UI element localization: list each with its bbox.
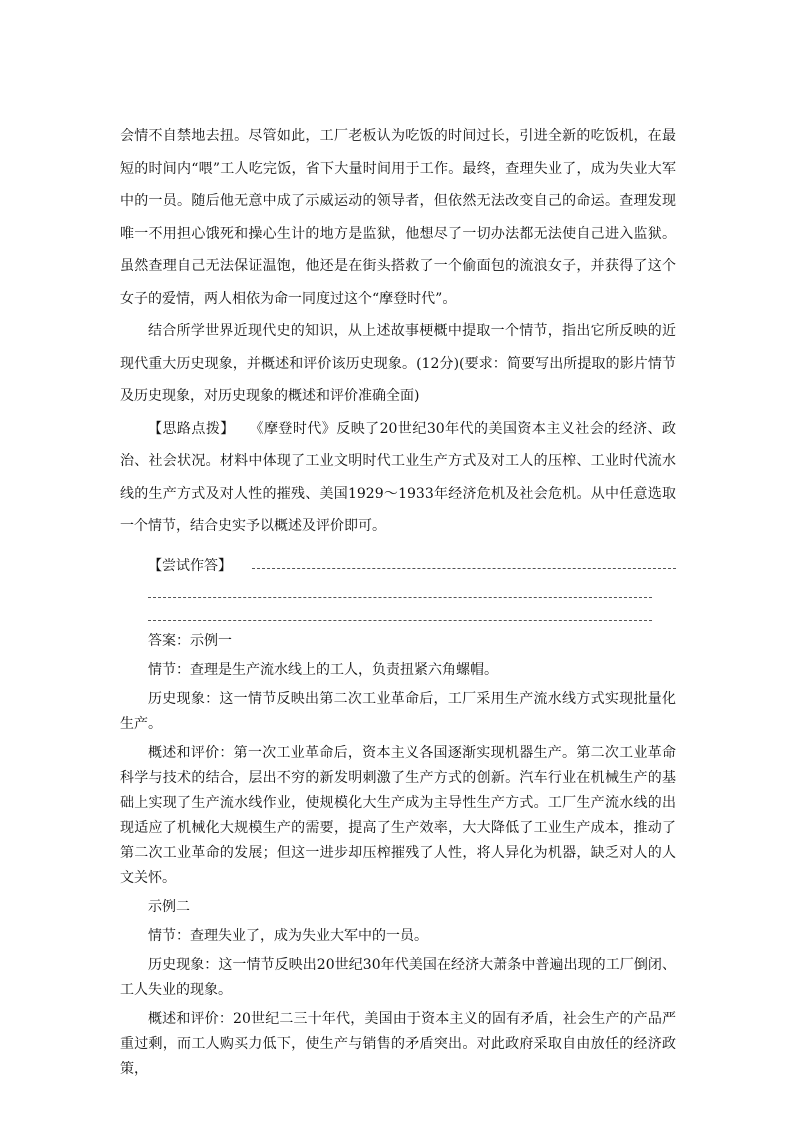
hint-label: 【思路点拨】 <box>148 420 235 437</box>
document-page <box>120 120 676 1082</box>
answer-line-2[interactable] <box>148 575 652 598</box>
question-paragraph: 结合所学世界近现代史的知识，从上述故事梗概中提取一个情节，指出它所反映的近现代重大历史现象，并概述和评价该历史现象。(12分)(要求：简要写出所提取的影片情节及历史现象，对历史现象的概述和评价准确全面) <box>120 323 676 404</box>
story-paragraph: 会情不自禁地去扭。尽管如此，工厂老板认为吃饭的时间过长，引进全新的吃饭机，在最短的时间内“喂”工人吃完饭，省下大量时间用于工作。最终，查理失业了，成为失业大军中的一员。随后他无意中成了示威运动的领导者，但依然无法改变自己的命运。查理发现唯一不用担心饿死和操心生计的地方是监狱，他想尽了一切办法都无法使自己进入监狱。虽然查理自己无法保证温饱，他还是在街头搭救了一个偷面包的流浪女子，并获得了这个女子的爱情，两人相依为命一同度过这个“摩登时代”。 <box>120 128 676 307</box>
example2-phenomenon: 历史现象：这一情节反映出20世纪30年代美国在经济大萧条中普遍出现的工厂倒闭、工人失业的现象。 <box>120 956 676 998</box>
example1-plot: 情节：查理是生产流水线上的工人，负责扭紧六角螺帽。 <box>148 661 498 678</box>
example2-evaluation: 概述和评价：20世纪二三十年代，美国由于资本主义的固有矛盾，社会生产的产品严重过剩，而工人购买力低下，使生产与销售的矛盾突出。对此政府采取自由放任的经济政策， <box>120 1010 676 1077</box>
example2-title: 示例二 <box>148 898 190 915</box>
try-answer-row <box>120 547 676 575</box>
example1-phenomenon: 历史现象：这一情节反映出第二次工业革命后，工厂采用生产流水线方式实现批量化生产。 <box>120 690 676 732</box>
answer-intro: 答案：示例一 <box>148 632 232 649</box>
answer-line-3[interactable] <box>148 598 652 621</box>
answer-line-1[interactable] <box>252 568 676 569</box>
example2-plot: 情节：查理失业了，成为失业大军中的一员。 <box>148 927 428 944</box>
hint-paragraph <box>120 413 676 543</box>
example1-evaluation: 概述和评价：第一次工业革命后，资本主义各国逐渐实现机器生产。第二次工业革命科学与技术的结合，层出不穷的新发明刺激了生产方式的创新。汽车行业在机械生产的基础上实现了生产流水线作业，使规模化大生产成为主导性生产方式。工厂生产流水线的出现适应了机械化大规模生产的需要，提高了生产效率，大大降低了工业生产成本，推动了第二次工业革命的发展；但这一进步却压榨摧残了人性，将人异化为机器，缺乏对人的人文关怀。 <box>120 744 676 886</box>
hint-text: 《摩登时代》反映了20世纪30年代的美国资本主义社会的经济、政治、社会状况。材料中体现了工业文明时代工业生产方式及对工人的压榨、工业时代流水线的生产方式及对人性的摧残、美国1929～1933年经济危机及社会危机。从中任意选取一个情节，结合史实予以概述及评价即可。 <box>120 420 676 534</box>
try-answer-label: 【尝试作答】 <box>148 557 232 574</box>
